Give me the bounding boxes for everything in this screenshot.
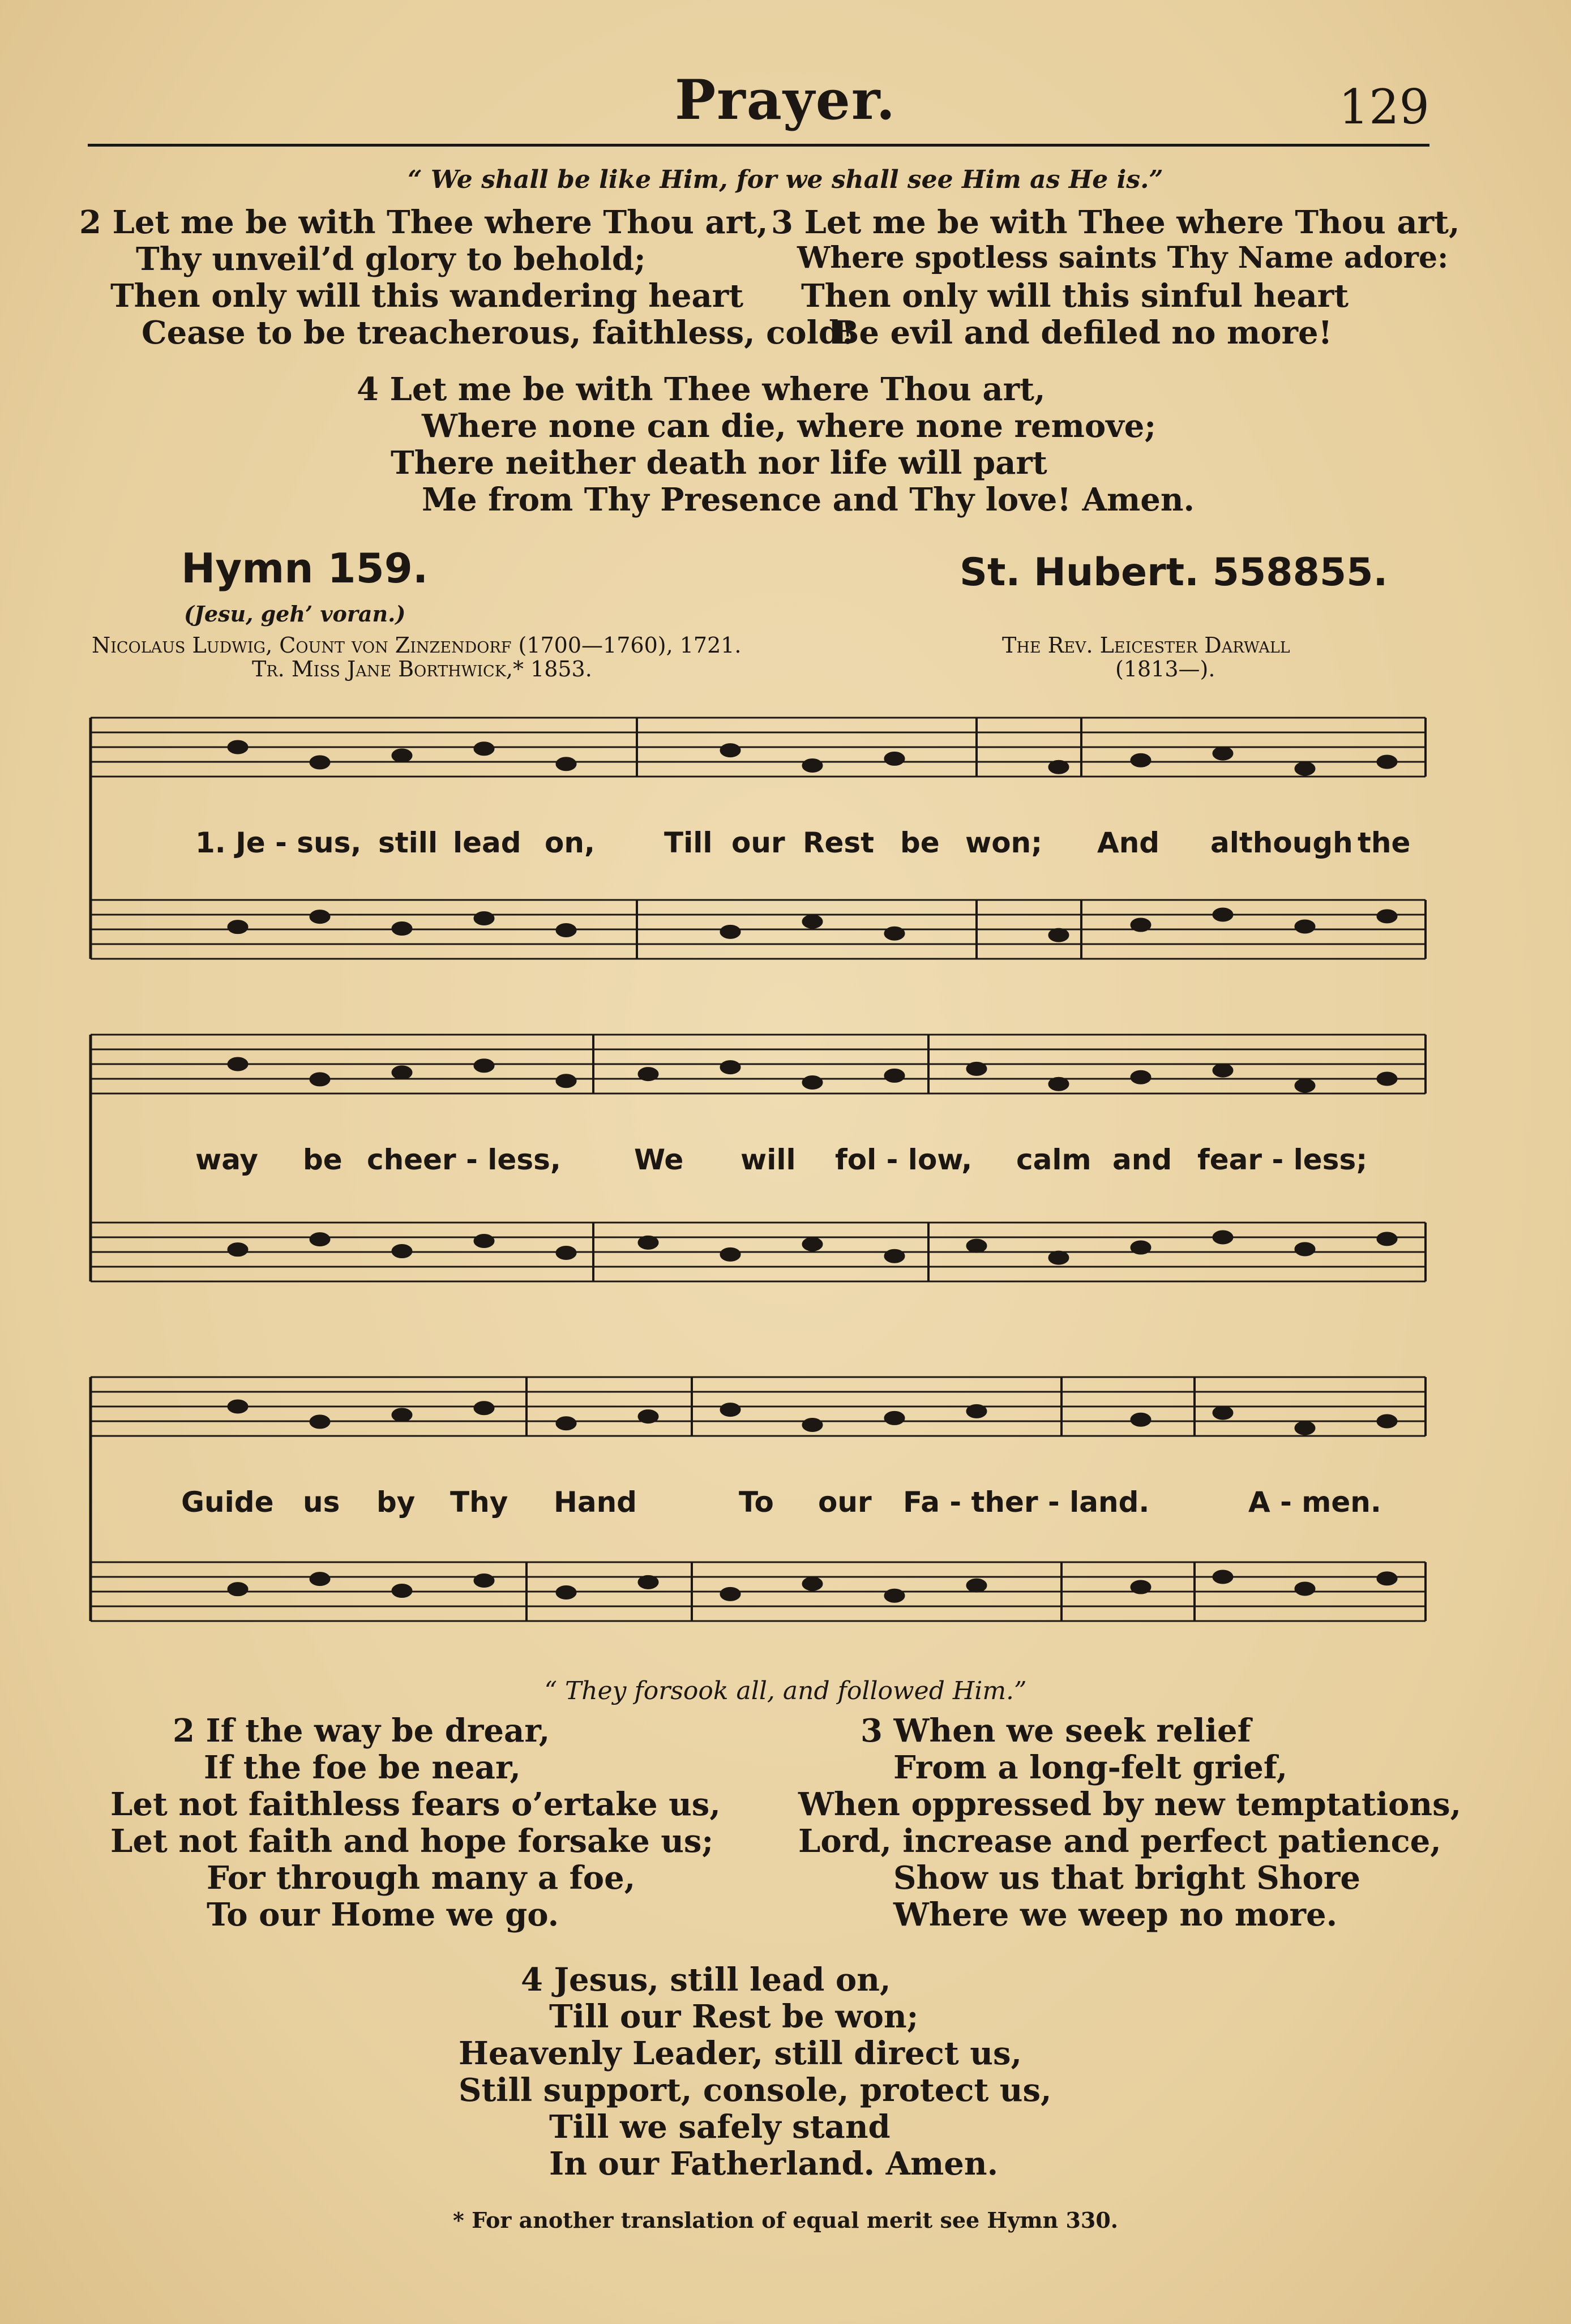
h-verse2-line5: For through many a foe,: [207, 1859, 636, 1897]
note-head-treble: [228, 1057, 248, 1071]
lyric-s1-12: the: [1358, 826, 1411, 859]
note-head-bass: [1213, 1230, 1233, 1244]
lyric-s2-4: We: [634, 1143, 684, 1176]
h-verse2-line6: To our Home we go.: [207, 1896, 559, 1933]
lyric-s3-1: Guide: [181, 1486, 274, 1519]
lyric-s1-11: although: [1210, 826, 1353, 859]
note-head-bass: [1295, 1582, 1315, 1596]
note-head-bass: [1048, 1251, 1069, 1264]
note-head-treble: [966, 1062, 987, 1075]
lyric-s1-10: And: [1097, 826, 1160, 859]
note-head-treble: [474, 1059, 494, 1073]
lyric-s2-2: be: [303, 1143, 343, 1176]
author-line1: Nicolaus Ludwig, Count von Zinzendorf (1700—1760), 1721.: [92, 633, 742, 658]
note-head-treble: [638, 1067, 658, 1081]
note-head-bass: [1213, 1570, 1233, 1584]
note-head-treble: [1131, 753, 1151, 767]
h-verse4-line6: In our Fatherland. Amen.: [549, 2145, 999, 2182]
note-head-treble: [310, 1415, 330, 1429]
tune-name: St. Hubert. 558855.: [960, 550, 1388, 595]
h-verse3-line2: From a long-felt grief,: [893, 1749, 1288, 1786]
note-head-bass: [310, 1572, 330, 1586]
lyric-s1-4: on,: [545, 826, 595, 859]
note-head-bass: [802, 1577, 823, 1590]
original-title: (Jesu, geh’ voran.): [184, 601, 406, 627]
note-head-bass: [884, 1249, 905, 1263]
lyric-s3-9: A - men.: [1248, 1486, 1381, 1519]
note-head-bass: [556, 1246, 576, 1259]
note-head-bass: [228, 1243, 248, 1257]
note-head-treble: [1131, 1070, 1151, 1084]
note-head-bass: [966, 1579, 987, 1592]
note-head-bass: [1377, 1572, 1397, 1585]
note-head-bass: [638, 1575, 658, 1589]
note-head-treble: [802, 1418, 823, 1432]
note-head-treble: [884, 1411, 905, 1425]
lyric-s1-7: Rest: [803, 826, 875, 859]
note-head-bass: [392, 1584, 412, 1598]
lyric-s2-7: calm: [1016, 1143, 1091, 1176]
note-head-treble: [392, 749, 412, 762]
hymn-epigraph: “ They forsook all, and followed Him.”: [544, 1676, 1027, 1705]
note-head-treble: [802, 759, 823, 773]
lyric-s1-6: our: [731, 826, 785, 859]
note-head-bass: [802, 915, 823, 928]
note-head-treble: [228, 740, 248, 754]
hymn-number: Hymn 159.: [181, 544, 429, 592]
page-number: 129: [1338, 79, 1429, 135]
lyric-s1-3: lead: [453, 826, 521, 859]
note-head-bass: [474, 912, 494, 925]
verse2-line1: 2 Let me be with Thee where Thou art,: [79, 204, 768, 241]
note-head-bass: [392, 922, 412, 936]
lyric-s2-6: fol - low,: [835, 1143, 973, 1176]
note-head-treble: [228, 1400, 248, 1413]
lyric-s3-2: us: [303, 1486, 340, 1519]
h-verse2-line2: If the foe be near,: [204, 1749, 521, 1786]
note-head-treble: [310, 756, 330, 769]
note-head-treble: [720, 1403, 740, 1417]
h-verse2-line1: 2 If the way be drear,: [173, 1712, 550, 1750]
verse4-line4: Me from Thy Presence and Thy love! Amen.: [422, 481, 1195, 518]
h-verse3-line4: Lord, increase and perfect patience,: [798, 1823, 1441, 1860]
lyric-s1-1: 1. Je - sus,: [195, 826, 362, 859]
note-head-bass: [310, 910, 330, 924]
lyric-s2-1: way: [195, 1143, 258, 1176]
note-head-bass: [720, 1587, 740, 1601]
note-head-treble: [392, 1066, 412, 1079]
lyric-s3-6: To: [739, 1486, 774, 1519]
note-head-bass: [1377, 1232, 1397, 1246]
verse3-line3: Then only will this sinful heart: [801, 277, 1349, 315]
note-head-bass: [474, 1234, 494, 1248]
note-head-treble: [1295, 1421, 1315, 1435]
verse3-line4: Be evil and defiled no more!: [832, 314, 1333, 351]
verse4-line2: Where none can die, where none remove;: [422, 408, 1157, 445]
lyric-s3-4: Thy: [450, 1486, 508, 1519]
note-head-treble: [884, 752, 905, 765]
verse2-line3: Then only will this wandering heart: [110, 277, 744, 315]
note-head-treble: [1295, 1079, 1315, 1092]
lyric-s1-5: Till: [664, 826, 713, 859]
composer-line2: (1813—).: [1115, 657, 1215, 681]
footnote: * For another translation of equal merit see Hymn 330.: [452, 2207, 1119, 2233]
note-head-bass: [884, 1589, 905, 1602]
note-head-bass: [474, 1574, 494, 1588]
note-head-treble: [310, 1073, 330, 1086]
note-head-bass: [1131, 1580, 1151, 1594]
note-head-bass: [556, 1585, 576, 1599]
lyric-s3-8: Fa - ther - land.: [903, 1486, 1150, 1519]
note-head-treble: [1131, 1413, 1151, 1426]
note-head-treble: [1048, 760, 1069, 774]
note-head-treble: [720, 1061, 740, 1074]
note-head-treble: [556, 1074, 576, 1088]
note-head-treble: [720, 744, 740, 757]
note-head-treble: [474, 1401, 494, 1415]
note-head-bass: [720, 1247, 740, 1261]
note-head-bass: [884, 927, 905, 940]
h-verse4-line4: Still support, console, protect us,: [459, 2072, 1052, 2109]
note-head-treble: [1377, 755, 1397, 769]
h-verse3-line5: Show us that bright Shore: [893, 1859, 1360, 1897]
note-head-treble: [1213, 747, 1233, 760]
h-verse4-line2: Till our Rest be won;: [549, 1998, 919, 2035]
note-head-treble: [638, 1410, 658, 1423]
verse3-line2: Where spotless saints Thy Name adore:: [797, 241, 1449, 275]
note-head-treble: [966, 1404, 987, 1418]
verse3-line1: 3 Let me be with Thee where Thou art,: [771, 204, 1460, 241]
note-head-bass: [1295, 1242, 1315, 1256]
composer-line1: The Rev. Leicester Darwall: [1002, 633, 1290, 658]
h-verse2-line3: Let not faithless fears o’ertake us,: [110, 1786, 721, 1823]
h-verse2-line4: Let not faith and hope forsake us;: [110, 1823, 714, 1860]
note-head-treble: [1377, 1072, 1397, 1086]
h-verse3-line3: When oppressed by new temptations,: [798, 1786, 1462, 1823]
note-head-bass: [1295, 920, 1315, 933]
note-head-bass: [720, 925, 740, 938]
note-head-bass: [966, 1239, 987, 1253]
lyric-s1-9: won;: [965, 826, 1043, 859]
note-head-bass: [1213, 908, 1233, 921]
running-title: Prayer.: [674, 68, 896, 132]
note-head-treble: [1377, 1414, 1397, 1428]
lyric-s1-8: be: [900, 826, 940, 859]
lyric-s2-3: cheer - less,: [367, 1143, 561, 1176]
note-head-bass: [1131, 918, 1151, 932]
prev-epigraph: “ We shall be like Him, for we shall see Him as He is.”: [408, 165, 1163, 194]
verse4-line1: 4 Let me be with Thee where Thou art,: [357, 371, 1046, 408]
note-head-treble: [802, 1076, 823, 1090]
note-head-bass: [228, 920, 248, 934]
note-head-bass: [638, 1236, 658, 1249]
note-head-treble: [884, 1069, 905, 1082]
note-head-treble: [392, 1408, 412, 1422]
note-head-treble: [556, 757, 576, 771]
lyric-s2-5: will: [740, 1143, 796, 1176]
note-head-bass: [392, 1245, 412, 1258]
verse4-line3: There neither death nor life will part: [391, 444, 1047, 482]
verse2-line4: Cease to be treacherous, faithless, cold!: [142, 314, 855, 351]
note-head-bass: [228, 1583, 248, 1596]
lyric-s3-5: Hand: [554, 1486, 637, 1519]
author-line2: Tr. Miss Jane Borthwick,* 1853.: [252, 657, 592, 681]
note-head-bass: [1131, 1241, 1151, 1254]
verse2-line2: Thy unveil’d glory to behold;: [136, 241, 646, 278]
note-head-bass: [802, 1237, 823, 1251]
h-verse4-line1: 4 Jesus, still lead on,: [521, 1961, 891, 1999]
h-verse4-line5: Till we safely stand: [549, 2108, 891, 2146]
lyric-s2-9: fear - less;: [1197, 1143, 1368, 1176]
lyric-s2-8: and: [1112, 1143, 1172, 1176]
note-head-treble: [1213, 1064, 1233, 1077]
h-verse3-line1: 3 When we seek relief: [861, 1712, 1251, 1750]
note-head-bass: [1048, 928, 1069, 942]
h-verse3-line6: Where we weep no more.: [893, 1896, 1338, 1933]
note-head-treble: [1295, 762, 1315, 775]
note-head-bass: [556, 923, 576, 937]
note-head-treble: [1213, 1406, 1233, 1420]
lyric-s1-2: still: [378, 826, 438, 859]
note-head-treble: [1048, 1077, 1069, 1091]
note-head-treble: [474, 742, 494, 756]
note-head-bass: [310, 1233, 330, 1246]
h-verse4-line3: Heavenly Leader, still direct us,: [459, 2035, 1022, 2072]
note-head-treble: [556, 1417, 576, 1430]
lyric-s3-7: our: [818, 1486, 872, 1519]
note-head-bass: [1377, 910, 1397, 923]
lyric-s3-3: by: [376, 1486, 416, 1519]
